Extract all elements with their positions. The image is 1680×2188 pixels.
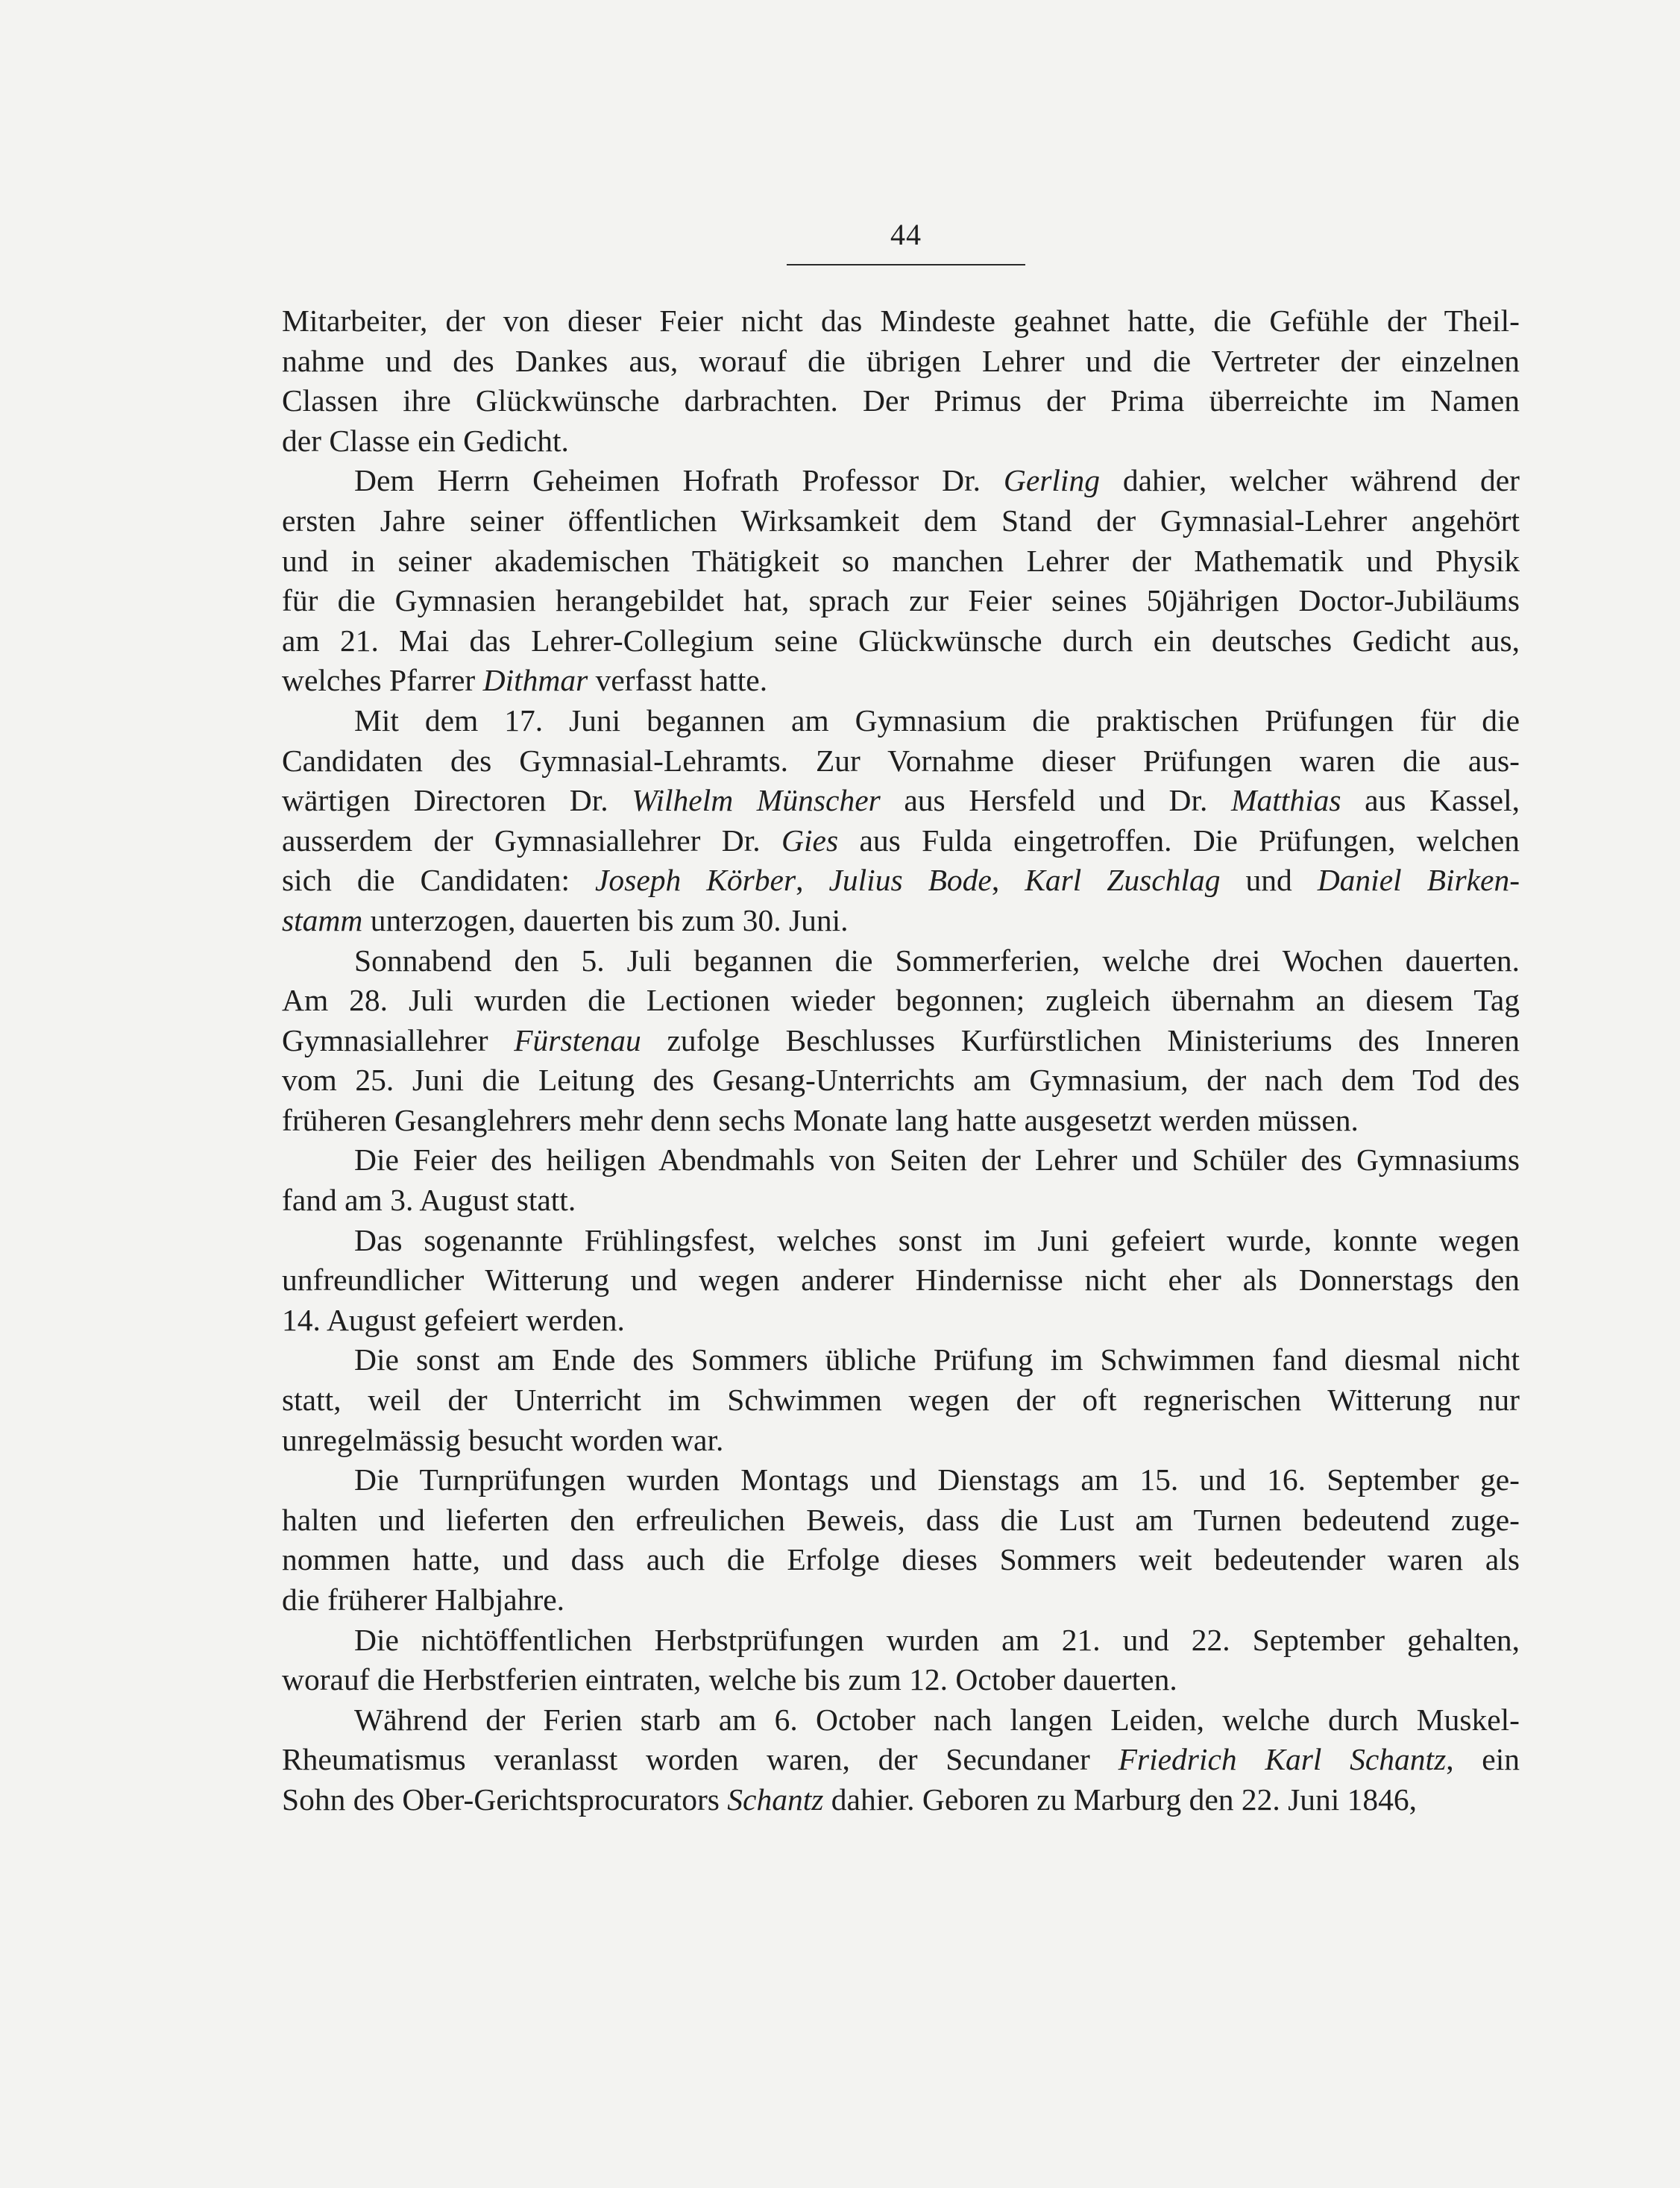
italic-name: stamm xyxy=(282,902,363,937)
text-line: halten und lieferten den erfreulichen Beweis, dass die Lust am Turnen bedeutend zuge- xyxy=(282,1502,1520,1537)
italic-name: Gies xyxy=(781,823,839,858)
italic-name: Dithmar xyxy=(482,663,588,698)
italic-name: Wilhelm Münscher xyxy=(632,783,881,818)
text-line: Sonnabend den 5. Juli begannen die Sommerferien, welche drei Wochen dauerten. xyxy=(354,943,1520,978)
italic-name: Julius Bode xyxy=(828,863,992,898)
text-line: Die sonst am Ende des Sommers übliche Prüfung im Schwimmen fand diesmal nicht xyxy=(354,1342,1520,1377)
text-line: am 21. Mai das Lehrer-Collegium seine Glückwünsche durch ein deutsches Gedicht aus, xyxy=(282,623,1520,658)
body-text xyxy=(282,301,1520,1820)
text-line: Das sogenannte Frühlingsfest, welches sonst im Juni gefeiert wurde, konnte wegen xyxy=(354,1222,1520,1257)
text-line: Die Turnprüfungen wurden Montags und Dienstags am 15. und 16. September ge- xyxy=(354,1462,1520,1497)
text-line: früheren Gesanglehrers mehr denn sechs Monate lang hatte ausgesetzt werden müssen. xyxy=(282,1102,1359,1137)
text-line: Classen ihre Glückwünsche darbrachten. Der Primus der Prima überreichte im Namen xyxy=(282,383,1520,418)
text-line: vom 25. Juni die Leitung des Gesang-Unterrichts am Gymnasium, der nach dem Tod des xyxy=(282,1063,1520,1098)
text-line: Candidaten des Gymnasial-Lehramts. Zur Vornahme dieser Prüfungen waren die aus- xyxy=(282,743,1520,778)
text-line: ersten Jahre seiner öffentlichen Wirksamkeit dem Stand der Gymnasial-Lehrer angehört xyxy=(282,503,1520,538)
text-line: die früherer Halbjahre. xyxy=(282,1582,565,1617)
text-line: sich die Candidaten: Joseph Körber, Julius Bode, Karl Zuschlag und Daniel Birken- xyxy=(282,863,1520,898)
text-line: ausserdem der Gymnasiallehrer Dr. Gies aus Fulda eingetroffen. Die Prüfungen, welchen xyxy=(282,823,1520,858)
italic-name: Schantz xyxy=(727,1782,824,1817)
italic-name: Joseph Körber xyxy=(595,863,796,898)
text-line: nahme und des Dankes aus, worauf die übrigen Lehrer und die Vertreter der einzelnen xyxy=(282,343,1520,378)
text-line: welches Pfarrer Dithmar verfasst hatte. xyxy=(282,663,768,698)
text-line: Während der Ferien starb am 6. October nach langen Leiden, welche durch Muskel- xyxy=(354,1702,1520,1737)
text-line: der Classe ein Gedicht. xyxy=(282,423,569,458)
text-line: Mit dem 17. Juni begannen am Gymnasium die praktischen Prüfungen für die xyxy=(354,702,1520,738)
text-line: Rheumatismus veranlasst worden waren, der Secundaner Friedrich Karl Schantz, ein xyxy=(282,1742,1520,1777)
italic-name: Matthias xyxy=(1230,783,1341,818)
text-line: wärtigen Directoren Dr. Wilhelm Münscher aus Hersfeld und Dr. Matthias aus Kassel, xyxy=(282,783,1520,818)
text-line: fand am 3. August statt. xyxy=(282,1183,576,1218)
text-line: Dem Herrn Geheimen Hofrath Professor Dr. Gerling dahier, welcher während der xyxy=(354,463,1520,498)
page-number: 44 xyxy=(890,218,922,251)
text-line: Sohn des Ober-Gerichtsprocurators Schantz dahier. Geboren zu Marburg den 22. Juni 1846, xyxy=(282,1782,1418,1817)
text-line: statt, weil der Unterricht im Schwimmen wegen der oft regnerischen Witterung nur xyxy=(282,1383,1520,1418)
italic-name: Karl Zuschlag xyxy=(1025,863,1221,898)
italic-name: Friedrich Karl Schantz xyxy=(1118,1742,1447,1777)
text-line: und in seiner akademischen Thätigkeit so manchen Lehrer der Mathematik und Physik xyxy=(282,543,1520,578)
text-line: Die nichtöffentlichen Herbstprüfungen wurden am 21. und 22. September gehalten, xyxy=(354,1622,1520,1657)
italic-name: Fürstenau xyxy=(514,1022,641,1057)
text-line: 14. August gefeiert werden. xyxy=(282,1302,625,1337)
text-line: unfreundlicher Witterung und wegen anderer Hindernisse nicht eher als Donnerstags den xyxy=(282,1263,1520,1298)
text-line: Am 28. Juli wurden die Lectionen wieder begonnen; zugleich übernahm an diesem Tag xyxy=(282,983,1520,1018)
text-line: Die Feier des heiligen Abendmahls von Seiten der Lehrer und Schüler des Gymnasiums xyxy=(354,1142,1520,1178)
page-number-rule xyxy=(787,264,1025,265)
text-line: Mitarbeiter, der von dieser Feier nicht das Mindeste geahnet hatte, die Gefühle der Theil- xyxy=(282,304,1520,338)
text-line: unregelmässig besucht worden war. xyxy=(282,1422,724,1457)
text-line: worauf die Herbstferien eintraten, welche bis zum 12. October dauerten. xyxy=(282,1662,1177,1697)
italic-name: Daniel Birken- xyxy=(1317,863,1520,898)
italic-name: Gerling xyxy=(1003,463,1100,498)
text-line: für die Gymnasien herangebildet hat, sprach zur Feier seines 50jährigen Doctor-Jubiläums xyxy=(282,583,1520,618)
text-line: nommen hatte, und dass auch die Erfolge dieses Sommers weit bedeutender waren als xyxy=(282,1542,1520,1577)
text-line: stamm unterzogen, dauerten bis zum 30. Juni. xyxy=(282,902,849,937)
text-line: Gymnasiallehrer Fürstenau zufolge Beschlusses Kurfürstlichen Ministeriums des Inneren xyxy=(282,1022,1520,1057)
